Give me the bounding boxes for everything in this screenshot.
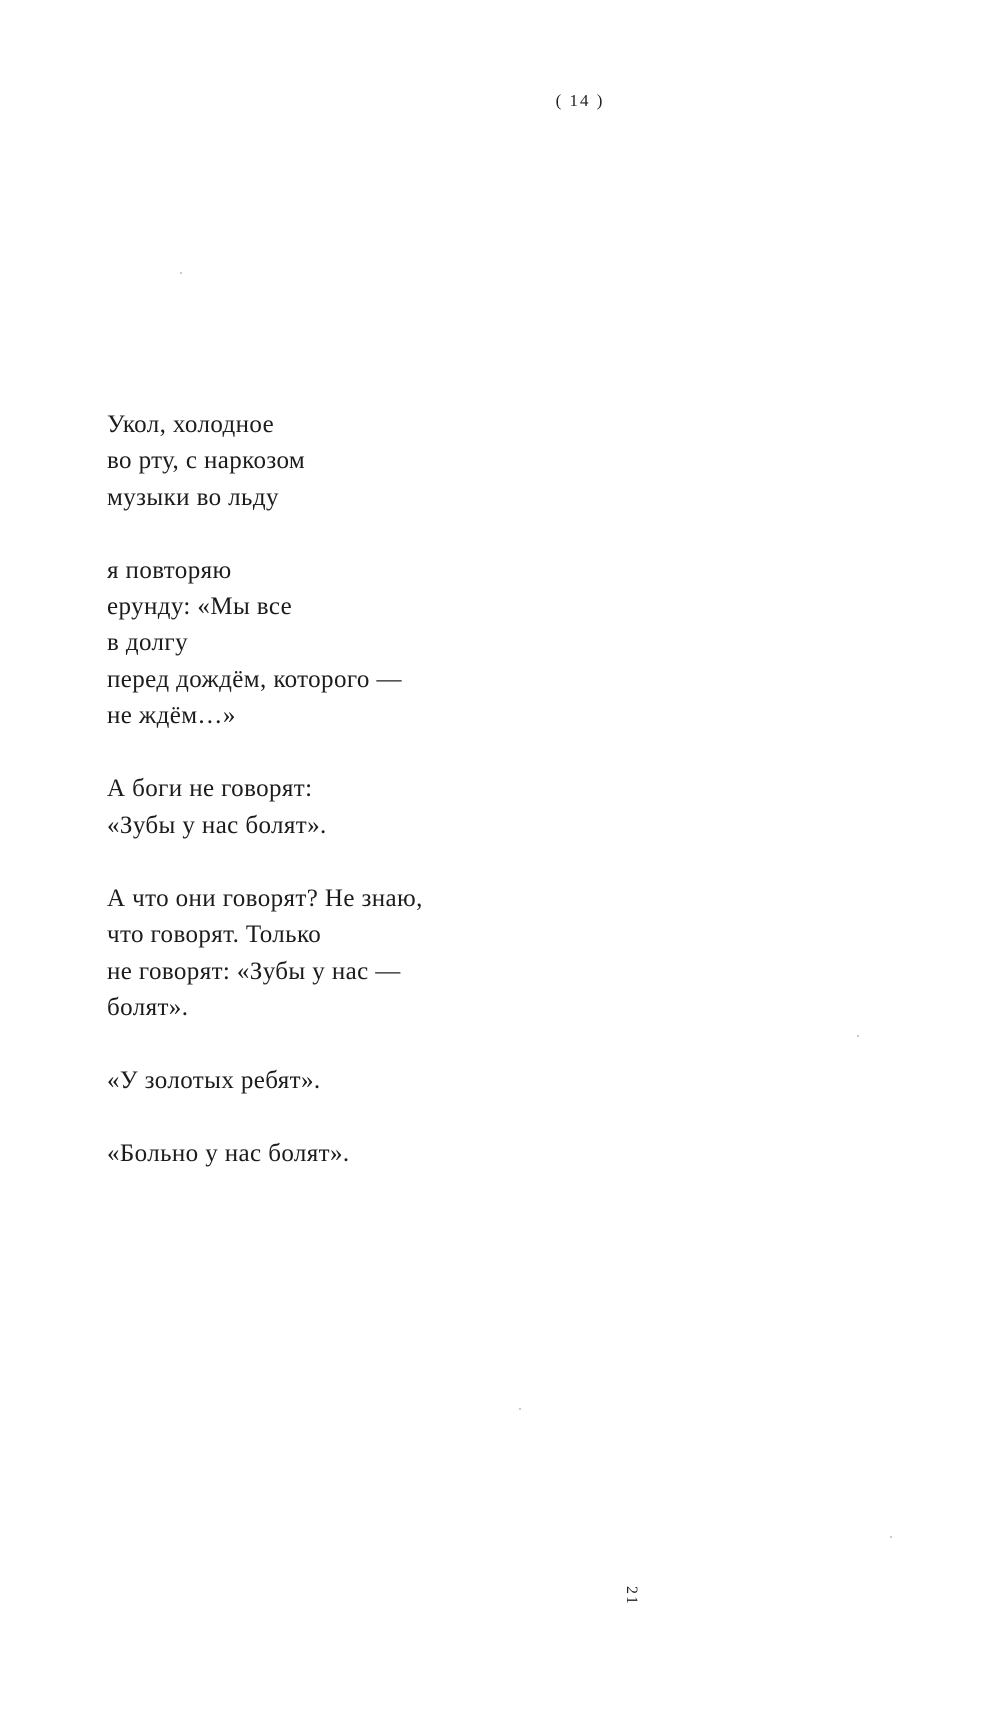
poem-line: перед дождём, которого —: [107, 665, 402, 693]
poem-text: [107, 407, 667, 1210]
poem-line: в долгу: [107, 629, 188, 657]
stanza-1: [107, 407, 667, 516]
poem-line: ерунду: «Мы все: [107, 593, 293, 621]
poem-line: что говорят. Только: [107, 921, 322, 949]
poem-line: во рту, с наркозом: [107, 447, 306, 475]
poem-line: не говорят: «Зубы у нас —: [107, 957, 401, 985]
stanza-6: [107, 1136, 667, 1172]
paper-speck: [180, 272, 182, 274]
paper-speck: [857, 1035, 859, 1037]
paper-speck: [519, 1408, 521, 1410]
page-number: 21: [623, 1586, 640, 1606]
poem-line: А что они говорят? Не знаю,: [107, 884, 423, 912]
paper-speck: [890, 1536, 892, 1538]
poem-line: «У золотых ребят».: [107, 1067, 321, 1095]
stanza-5: [107, 1063, 667, 1099]
stanza-4: [107, 881, 667, 1026]
poem-line: Укол, холодное: [107, 411, 275, 438]
poem-line: музыки во льду: [107, 483, 279, 511]
poem-number: ( 14 ): [555, 91, 605, 110]
poem-line: А боги не говорят:: [107, 775, 313, 803]
poem-line: «Больно у нас болят».: [107, 1140, 350, 1168]
poem-line: не ждём…»: [107, 702, 236, 730]
poem-line: «Зубы у нас болят».: [107, 811, 327, 839]
stanza-3: [107, 771, 667, 844]
poem-line: я повторяю: [107, 556, 232, 584]
poem-line: болят».: [107, 993, 189, 1021]
stanza-2: [107, 553, 667, 734]
